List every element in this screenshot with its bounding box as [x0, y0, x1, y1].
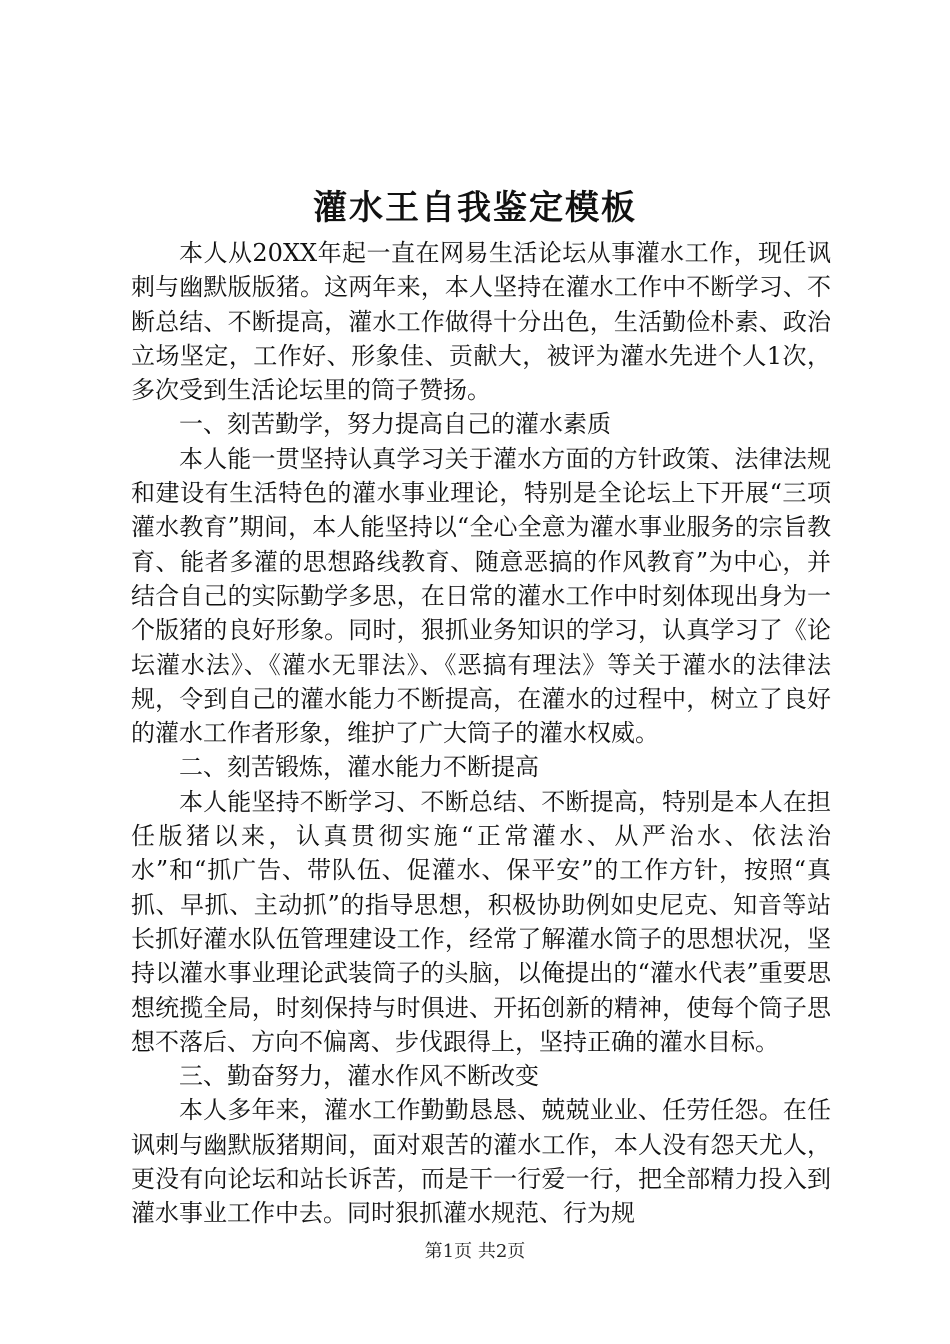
document-body	[131, 236, 831, 1231]
section-heading-3: 三、勤奋努力，灌水作风不断改变	[179, 1062, 539, 1091]
section-paragraph-2: 本人能坚持不断学习、不断总结、不断提高，特别是本人在担任版猪以来，认真贯彻实施“正常灌水、从严治水、依法治水”和“抓广告、带队伍、促灌水、保平安”的工作方针，按照“真抓、早抓、主动抓”的指导思想，积极协助例如史尼克、知音等站长抓好灌水队伍管理建设工作，经常了解灌水筒子的思想状况，坚持以灌水事业理论武装筒子的头脑，以俺提出的“灌水代表”重要思想统揽全局，时刻保持与时俱进、开拓创新的精神，使每个筒子思想不落后、方向不偏离、步伐跟得上，坚持正确的灌水目标。	[131, 787, 831, 1056]
page-number-footer: 第1页 共2页	[424, 1241, 526, 1262]
intro-paragraph: 本人从20XX年起一直在网易生活论坛从事灌水工作，现任讽刺与幽默版版猪。这两年来，本人坚持在灌水工作中不断学习、不断总结、不断提高，灌水工作做得十分出色，生活勤俭朴素、政治立场坚定，工作好、形象佳、贡献大，被评为灌水先进个人1次，多次受到生活论坛里的筒子赞扬。	[131, 239, 831, 405]
section-paragraph-3: 本人多年来，灌水工作勤勤恳恳、兢兢业业、任劳任怨。在任讽刺与幽默版猪期间，面对艰苦的灌水工作，本人没有怨天尤人，更没有向论坛和站长诉苦，而是干一行爱一行，把全部精力投入到灌水事业工作中去。同时狠抓灌水规范、行为规	[131, 1096, 831, 1228]
document-title: 灌水王自我鉴定模板	[313, 188, 637, 228]
section-heading-2: 二、刻苦锻炼，灌水能力不断提高	[179, 753, 539, 782]
section-heading-1: 一、刻苦勤学，努力提高自己的灌水素质	[179, 410, 611, 439]
section-paragraph-1: 本人能一贯坚持认真学习关于灌水方面的方针政策、法律法规和建设有生活特色的灌水事业理论，特别是全论坛上下开展“三项灌水教育”期间，本人能坚持以“全心全意为灌水事业服务的宗旨教育、能者多灌的思想路线教育、随意恶搞的作风教育”为中心，并结合自己的实际勤学多思，在日常的灌水工作中时刻体现出身为一个版猪的良好形象。同时，狠抓业务知识的学习，认真学习了《论坛灌水法》、《灌水无罪法》、《恶搞有理法》等关于灌水的法律法规，令到自己的灌水能力不断提高，在灌水的过程中，树立了良好的灌水工作者形象，维护了广大筒子的灌水权威。	[131, 444, 831, 748]
